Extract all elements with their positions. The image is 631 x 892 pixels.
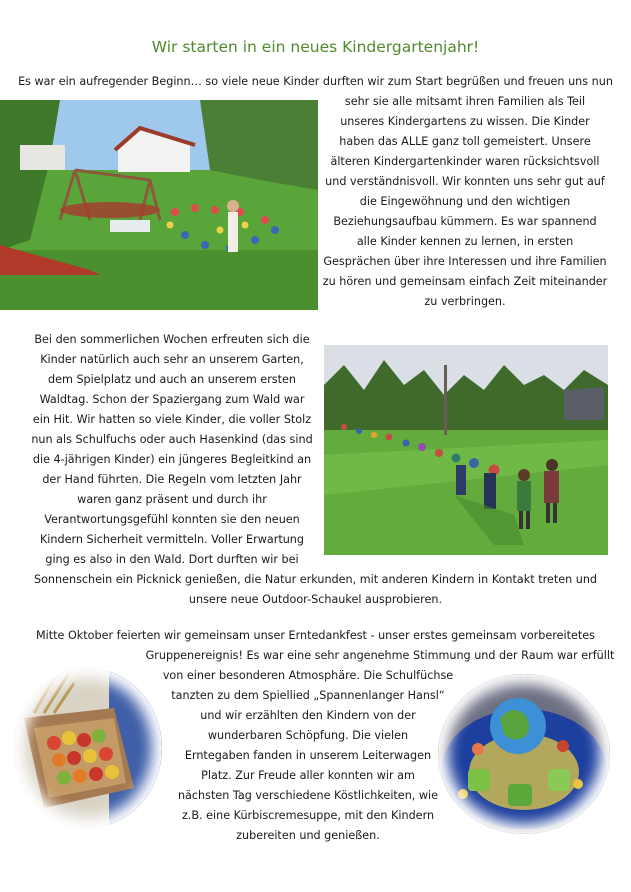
harvest-wagon-photo xyxy=(14,668,162,828)
paragraph-harvest-line2: Gruppenereignis! Es war eine sehr angenehme Stimmung und der Raum war erfüllt xyxy=(145,649,615,662)
paragraph-harvest: von einer besonderen Atmosphäre. Die Schulfüchse tanzten zu dem Spiellied „Spannenlanger Hansl“ und wir erzählten den Kindern von der wunderbaren Schöpfung. Die vielen Erntegaben fanden in unserem Leiterwagen Platz. Zur Freude aller konnten wir am nächsten Tag verschiedene Köstlichkeiten, wie z.B. eine Kürbiscremesuppe, mit den Kindern zubereiten und genießen. xyxy=(162,669,454,842)
page-title: Wir starten in ein neues Kindergartenjahr! xyxy=(151,38,480,56)
paragraph-harvest-line: Mitte Oktober feierten wir gemeinsam unser Erntedankfest - unser erstes gemeinsam vorbereitetes xyxy=(36,629,595,642)
earth-globe-photo xyxy=(438,674,610,834)
paragraph-intro-line: Es war ein aufregender Beginn… so viele neue Kinder durften wir zum Start begrüßen und freuen uns nun xyxy=(18,75,613,88)
paragraph-garden: Bei den sommerlichen Wochen erfreuten sich die Kinder natürlich auch sehr an unserem Garten, dem Spielplatz und auch an unserem ersten Waldtag. Schon der Spaziergang zum Wald war ein Hit. Wir hatten so viele Kinder, die voller Stolz nun als Schulfuchs oder auch Hasenkind (das sind die 4-jährigen Kinder) ein jüngeres Begleitkind an der Hand führten. Die Regeln vom letzten Jahr waren ganz präsent und durch ihr Verantwortungsgefühl konnten sie den neuen Kindern Sicherheit vermitteln. Voller Erwartung ging es also in den Wald. Dort durften wir bei xyxy=(31,333,313,566)
forest-walk-photo xyxy=(324,345,608,555)
playground-photo xyxy=(0,100,318,310)
paragraph-intro: sehr sie alle mitsamt ihren Familien als Teil unseres Kindergartens zu wissen. Die Kinder haben das ALLE ganz toll gemeistert. Unsere älteren Kindergartenkinder waren rücksichtsvoll und verständnisvoll. Wir konnten uns sehr gut auf die Eingewöhnung und den wichtigen Beziehungsaufbau kümmern. Es war spannend alle Kinder kennen zu lernen, in ersten Gesprächen über ihre Interessen und ihre Familien zu hören und gemeinsam einfach Zeit miteinander zu verbringen. xyxy=(322,95,608,308)
paragraph-garden-end: Sonnenschein ein Picknick genießen, die Natur erkunden, mit anderen Kindern in Kontakt treten und unsere neue Outdoor-Schaukel ausprobieren. xyxy=(33,573,598,606)
